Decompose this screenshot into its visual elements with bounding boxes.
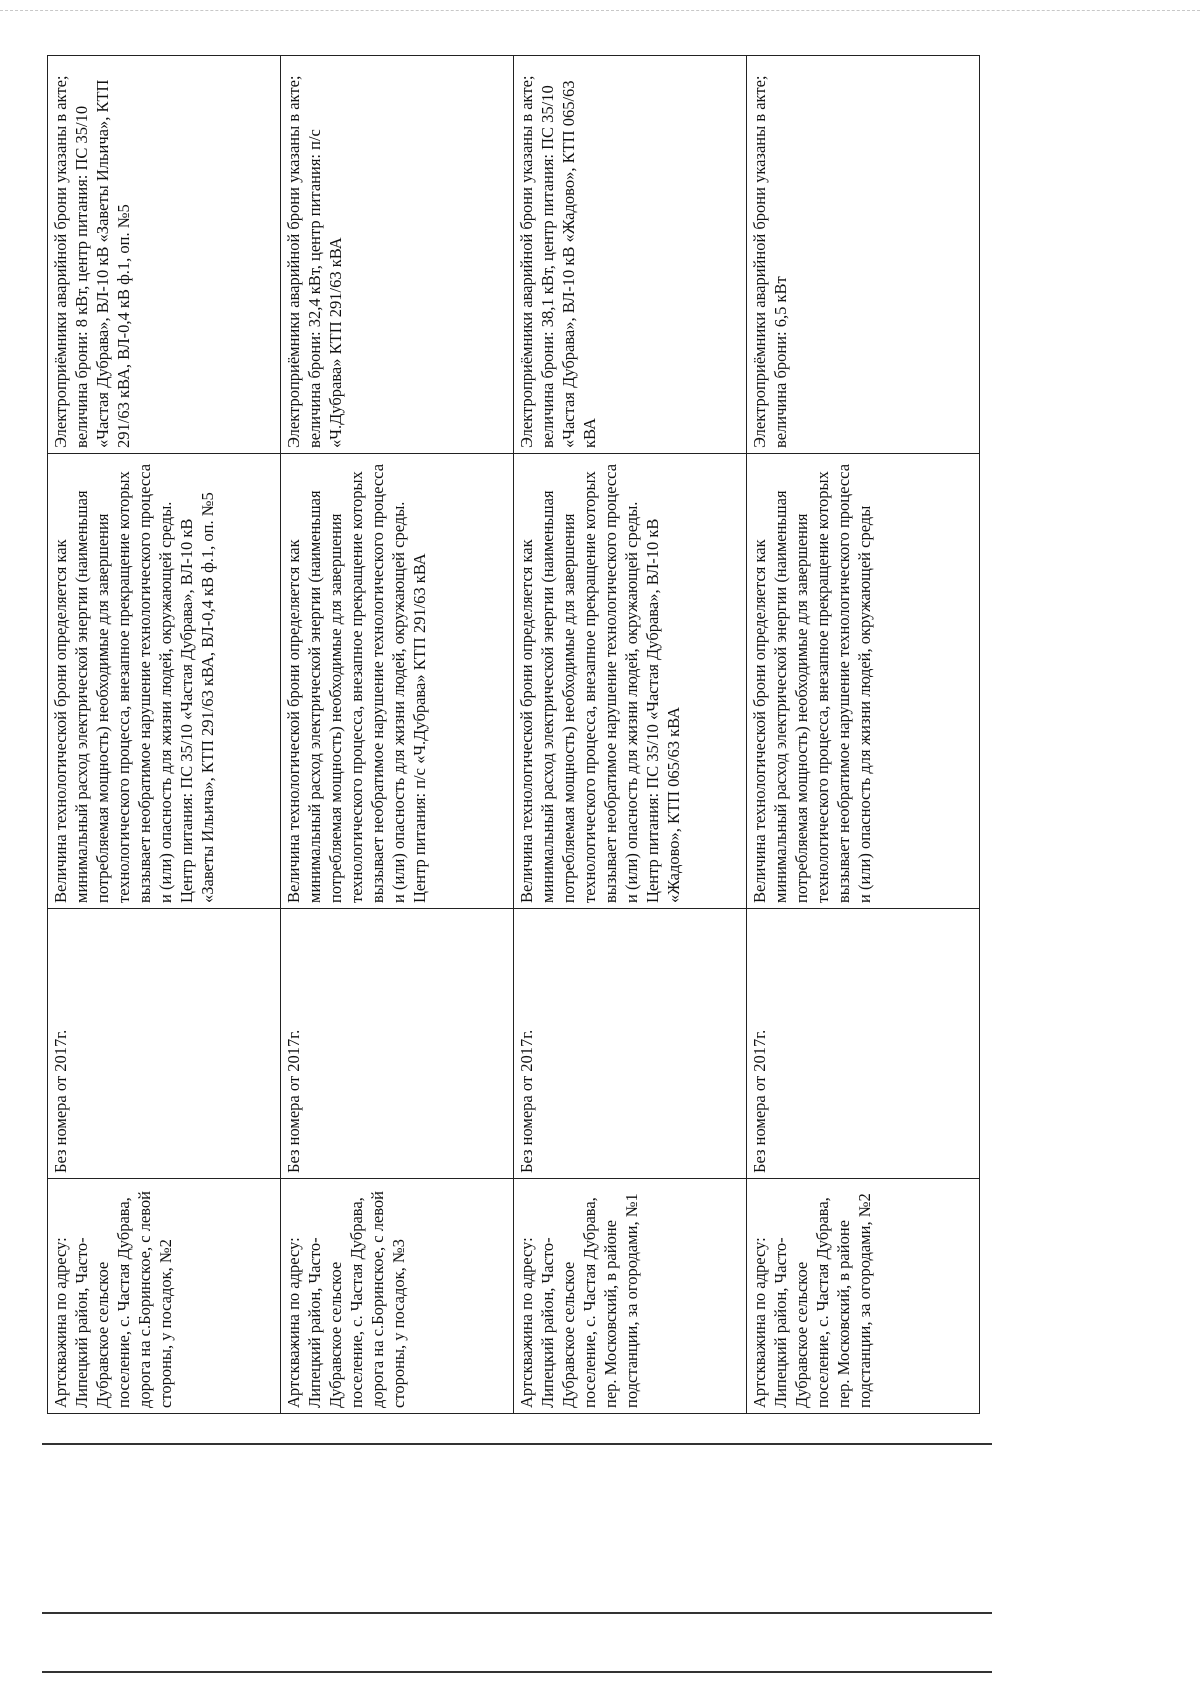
cell-act: Без номера от 2017г. [48, 909, 281, 1179]
table-row [514, 56, 747, 1414]
cell-address: Артскважина по адресу: Липецкий район, Часто-Дубравское сельское поселение, с. Частая Дубрава, дорога на с.Боринское, с левой стороны, у посадок, №2 [48, 1179, 281, 1414]
cell-electrical: Электроприёмники аварийной брони указаны в акте; величина брони: 38,1 кВт, центр питания: ПС 35/10 «Частая Дубрава», ВЛ-10 кВ «Жадово», КТП 065/63 кВА [514, 56, 747, 454]
footer-rule-3 [42, 1671, 992, 1673]
scan-edge [0, 10, 1200, 11]
table-row [747, 56, 980, 1414]
footer-rule-1 [42, 1443, 992, 1445]
table-row [281, 56, 514, 1414]
cell-description: Величина технологической брони определяется как минимальный расход электрической энергии (наименьшая потребляемая мощность) необходимые для завершения технологического процесса, внезапное прекращение которых вызывает необратимое нарушение технологического процесса и (или) опасность для жизни людей, окружающей среды. Центр питания: ПС 35/10 «Частая Дубрава», ВЛ-10 кВ «Заветы Ильича», КТП 291/63 кВА, ВЛ-0,4 кВ ф.1, оп. №5 [48, 454, 281, 909]
table-row [48, 56, 281, 1414]
reservation-table [47, 55, 980, 1414]
cell-description: Величина технологической брони определяется как минимальный расход электрической энергии (наименьшая потребляемая мощность) необходимые для завершения технологического процесса, внезапное прекращение которых вызывает необратимое нарушение технологического процесса и (или) опасность для жизни людей, окружающей среды [747, 454, 980, 909]
cell-act: Без номера от 2017г. [747, 909, 980, 1179]
cell-description: Величина технологической брони определяется как минимальный расход электрической энергии (наименьшая потребляемая мощность) необходимые для завершения технологического процесса, внезапное прекращение которых вызывает необратимое нарушение технологического процесса и (или) опасность для жизни людей, окружающей среды. Центр питания: ПС 35/10 «Частая Дубрава», ВЛ-10 кВ «Жадово», КТП 065/63 кВА [514, 454, 747, 909]
cell-electrical: Электроприёмники аварийной брони указаны в акте; величина брони: 8 кВт, центр питания: ПС 35/10 «Частая Дубрава», ВЛ-10 кВ «Заветы Ильича», КТП 291/63 кВА, ВЛ-0,4 кВ ф.1, оп. №5 [48, 56, 281, 454]
rotated-table-container [47, 56, 980, 1414]
footer-rule-2 [42, 1612, 992, 1614]
cell-description: Величина технологической брони определяется как минимальный расход электрической энергии (наименьшая потребляемая мощность) необходимые для завершения технологического процесса, внезапное прекращение которых вызывает необратимое нарушение технологического процесса и (или) опасность для жизни людей, окружающей среды. Центр питания: п/с «Ч.Дубрава» КТП 291/63 кВА [281, 454, 514, 909]
cell-address: Артскважина по адресу: Липецкий район, Часто-Дубравское сельское поселение, с. Частая Дубрава, пер. Московский, в районе подстанции, за огородами, №1 [514, 1179, 747, 1414]
cell-electrical: Электроприёмники аварийной брони указаны в акте; величина брони: 6,5 кВт [747, 56, 980, 454]
cell-act: Без номера от 2017г. [281, 909, 514, 1179]
cell-electrical: Электроприёмники аварийной брони указаны в акте; величина брони: 32,4 кВт, центр питания: п/с «Ч.Дубрава» КТП 291/63 кВА [281, 56, 514, 454]
cell-address: Артскважина по адресу: Липецкий район, Часто-Дубравское сельское поселение, с. Частая Дубрава, дорога на с.Боринское, с левой стороны, у посадок, №3 [281, 1179, 514, 1414]
cell-act: Без номера от 2017г. [514, 909, 747, 1179]
cell-address: Артскважина по адресу: Липецкий район, Часто-Дубравское сельское поселение, с. Частая Дубрава, пер. Московский, в районе подстанции, за огородами, №2 [747, 1179, 980, 1414]
